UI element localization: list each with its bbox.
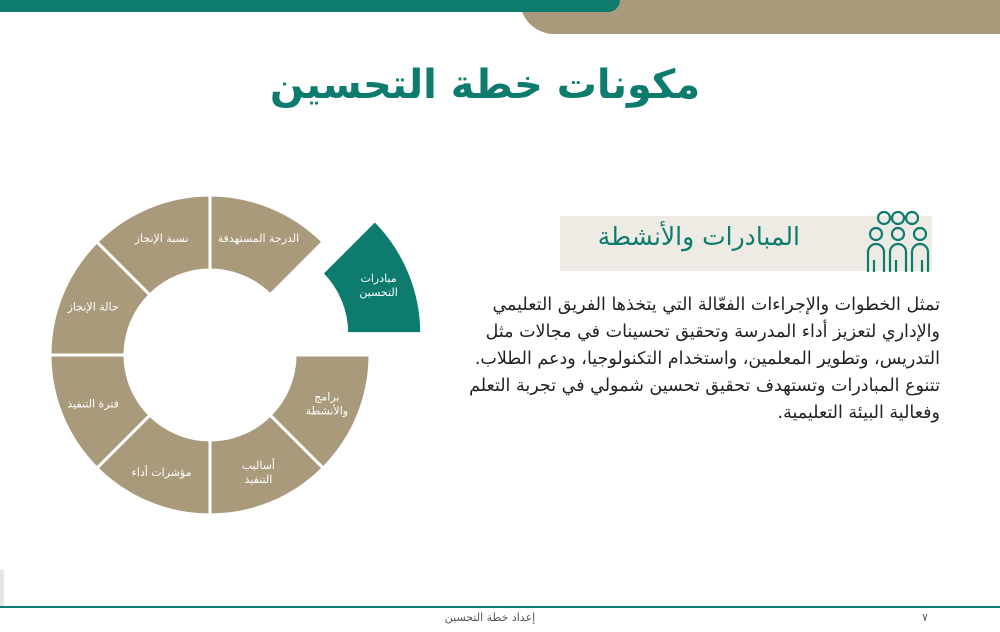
cycle-segment-label: والأنشطة — [305, 404, 349, 418]
slide-title: مكونات خطة التحسين — [269, 62, 701, 108]
cycle-segment-label: التنفيذ — [244, 472, 273, 486]
cycle-segment-label: نسبة الإنجاز — [134, 232, 189, 246]
cycle-segment-label: حالة الإنجاز — [67, 300, 119, 314]
people-group-icon — [862, 208, 934, 274]
cycle-segment-label: مبادرات — [360, 272, 397, 286]
page-number: ٧ — [922, 611, 928, 624]
improvement-plan-cycle-diagram — [40, 190, 450, 530]
cycle-segment-label: أساليب — [241, 458, 275, 472]
section-title: المبادرات والأنشطة — [597, 222, 800, 251]
section-description: تمثل الخطوات والإجراءات الفعّالة التي يتخذها الفريق التعليمي والإداري لتعزيز أداء المدرسة وتحقيق تحسينات في مجالات مثل التدريس، وتطوير المعلمين، واستخدام التكنولوجيا، ودعم الطلاب. تتنوع المبادرات وتستهدف تحقيق تحسين شمولي في تجربة التعلم وفعالية البيئة التعليمية. — [469, 295, 940, 423]
footer-divider — [0, 606, 1000, 608]
cycle-segment-label: مؤشرات أداء — [131, 465, 192, 479]
top-decor-teal-bar — [0, 0, 620, 12]
cycle-segment-label: التحسين — [359, 286, 398, 300]
cycle-segment-label: فترة التنفيذ — [67, 397, 119, 411]
left-edge-decor — [0, 570, 4, 606]
cycle-segment-label: الدرجة المستهدفة — [217, 232, 300, 246]
footer-title: إعداد خطة التحسين — [444, 611, 536, 624]
cycle-segment-label: برامج — [314, 390, 340, 404]
